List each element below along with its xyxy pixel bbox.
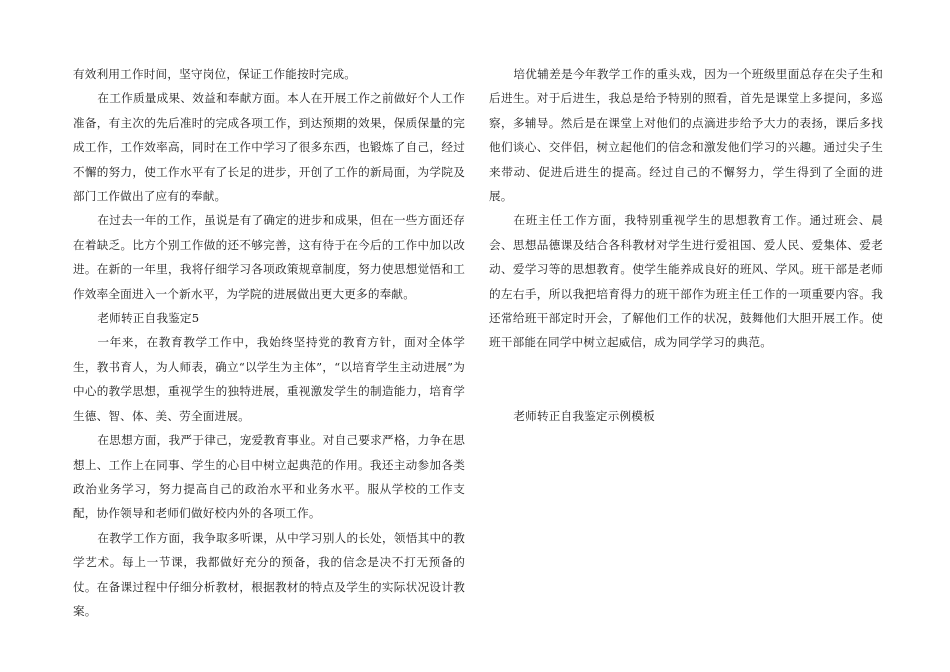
paragraph-intro: 一年来，在教育教学工作中，我始终坚持党的教育方针，面对全体学生，教书育人，为人师表，确立“以学生为主体”，“以培育学生主动进展”为中心的教学思想，重视学生的独特进展，重视激发学生的制造能力，培育学生德、智、体、美、劳全面进展。	[73, 335, 465, 423]
template-title: 老师转正自我鉴定示例模板	[513, 408, 655, 423]
left-column	[73, 62, 465, 623]
blank-space	[489, 355, 883, 404]
right-column	[489, 62, 883, 428]
paragraph-continuation: 有效利用工作时间，坚守岗位，保证工作能按时完成。	[73, 67, 357, 81]
paragraph-teaching: 在教学工作方面，我争取多听课，从中学习别人的长处，领悟其中的教学艺术。每上一节课，我都做好充分的预备，我的信念是决不打无预备的仗。在备课过程中仔细分析教材，根据教材的特点及学生的实际状况设计教案。	[73, 530, 465, 618]
paragraph-work-quality: 在工作质量成果、效益和奉献方面。本人在开展工作之前做好个人工作准备，有主次的先后准时的完成各项工作，到达预期的效果，保质保量的完成工作，工作效率高，同时在工作中学习了很多东西，也锻炼了自己，经过不懈的努力，使工作水平有了长足的进步，开创了工作的新局面，为学院及部门工作做出了应有的奉献。	[73, 91, 465, 204]
paragraph-ideology: 在思想方面，我严于律己，宠爱教育事业。对自己要求严格，力争在思想上、工作上在同事、学生的心目中树立起典范的作用。我还主动参加各类政治业务学习，努力提高自己的政治水平和业务水平。服从学校的工作支配，协作领导和老师们做好校内外的各项工作。	[73, 433, 465, 521]
paragraph-tutoring: 培优辅差是今年教学工作的重头戏，因为一个班级里面总存在尖子生和后进生。对于后进生，我总是给予特别的照看，首先是课堂上多提问，多巡察，多辅导。然后是在课堂上对他们的点滴进步给予大力的表扬，课后多找他们谈心、交伴侣，树立起他们的信念和激发他们学习的兴趣。通过尖子生来带动、促进后进生的提高。经过自己的不懈努力，学生得到了全面的进展。	[489, 67, 883, 204]
paragraph-class-teacher: 在班主任工作方面，我特别重视学生的思想教育工作。通过班会、晨会、思想品德课及结合各科教材对学生进行爱祖国、爱人民、爱集体、爱老动、爱学习等的思想教育。使学生能养成良好的班风、学风。班干部是老师的左右手，所以我把培育得力的班干部作为班主任工作的一项重要内容。我还常给班干部定时开会，了解他们工作的状况，鼓舞他们大胆开展工作。使班干部能在同学中树立起威信，成为同学学习的典范。	[489, 213, 883, 350]
paragraph-shortcomings: 在过去一年的工作，虽说是有了确定的进步和成果，但在一些方面还存在着缺乏。比方个别工作做的还不够完善，这有待于在今后的工作中加以改进。在新的一年里，我将仔细学习各项政策规章制度，努力使思想觉悟和工作效率全面进入一个新水平，为学院的进展做出更大更多的奉献。	[73, 213, 465, 301]
section-heading: 老师转正自我鉴定5	[97, 311, 200, 326]
